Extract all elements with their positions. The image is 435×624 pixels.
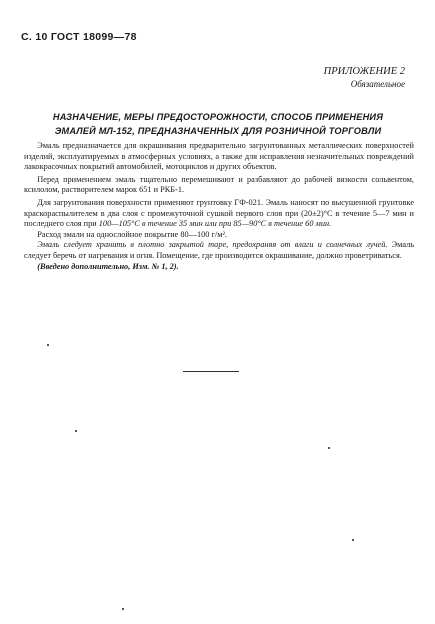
paragraph-application-text: Для загрунтования поверхности применяют грунтовку ГФ-021. Эмаль наносят по высушенной грунтовке краскораспылителем в два слоя с промежуточной сушкой первого слоя при (20±2)°С в течение 5—7 мин и последнего слоя при	[24, 197, 414, 229]
paragraph-purpose: Эмаль предназначается для окрашивания предварительно загрунтованных металлических поверхностей изделий, эксплуатируемых в атмосферных условиях, а также для исправления незначительных повреждений лакокрасочных покрытий автомобилей, мотоциклов и других объектов.	[24, 141, 414, 172]
paragraph-consumption: Расход эмали на однослойное покрытие 80—100 г/м².	[37, 229, 228, 239]
body-text	[24, 141, 414, 272]
scan-speck	[47, 344, 49, 346]
appendix-label-block	[324, 65, 405, 91]
page-header: С. 10 ГОСТ 18099—78	[21, 31, 137, 43]
section-title	[24, 110, 412, 138]
scan-speck	[352, 539, 354, 541]
appendix-status: Обязательное	[350, 79, 405, 89]
scan-speck	[328, 447, 330, 449]
paragraph-application	[24, 198, 414, 230]
appendix-label: ПРИЛОЖЕНИЕ 2	[323, 66, 405, 77]
paragraph-preparation: Перед применением эмаль тщательно перемешивают и разбавляют до рабочей вязкости сольвентом, ксилолом, растворителем марок 651 и РКБ-1.	[24, 174, 414, 195]
end-divider	[183, 371, 239, 372]
paragraph-application-drying: 100—105°С в течение 35 мин или при 85—90°С в течение 60 мин.	[98, 219, 332, 229]
section-title-line-2: ЭМАЛЕЙ МЛ-152, ПРЕДНАЗНАЧЕННЫХ ДЛЯ РОЗНИЧНОЙ ТОРГОВЛИ	[54, 126, 382, 136]
scan-speck	[122, 608, 124, 610]
paragraph-storage	[24, 240, 414, 261]
paragraph-amendment-note: (Введено дополнительно, Изм. № 1, 2).	[37, 261, 179, 271]
paragraph-storage-text: Эмаль следует беречь от нагревания и огня. Помещение, где производится окрашивание, должно проветриваться.	[24, 240, 414, 260]
scan-speck	[75, 430, 77, 432]
paragraph-storage-italic: Эмаль следует хранить в плотно закрытой таре, предохраняя от влаги и солнечных лучей.	[37, 240, 388, 250]
section-title-line-1: НАЗНАЧЕНИЕ, МЕРЫ ПРЕДОСТОРОЖНОСТИ, СПОСОБ ПРИМЕНЕНИЯ	[52, 112, 384, 122]
